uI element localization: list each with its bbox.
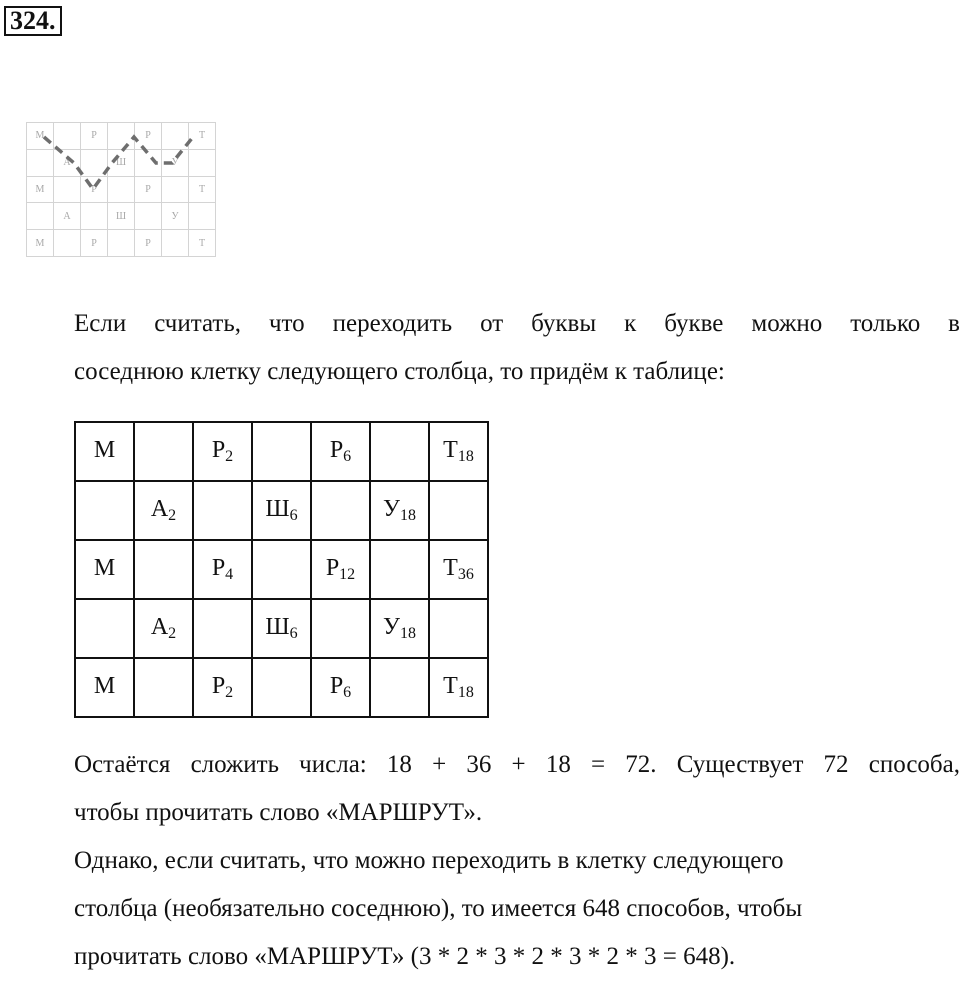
illustration-cell: Ш [108, 203, 135, 230]
path-count-table [74, 421, 489, 718]
table-cell [75, 422, 134, 481]
illustration-cell: У [162, 203, 189, 230]
cell-letter: Р [329, 673, 344, 699]
illustration-cell: Т [189, 176, 216, 203]
intro-line-1: Если считать, что переходить от буквы к букве можно только в [74, 310, 960, 337]
cell-count: 18 [400, 625, 416, 642]
table-cell [193, 599, 252, 658]
table-row [75, 658, 488, 717]
cell-letter: Р [325, 555, 340, 581]
dashed-path-line [26, 122, 216, 257]
table-cell [311, 481, 370, 540]
table-cell [252, 599, 311, 658]
illustration-cell: Р [81, 176, 108, 203]
table-cell [311, 658, 370, 717]
cell-count: 2 [225, 448, 234, 465]
table-cell [134, 658, 193, 717]
conclusion-line-1: Остаётся сложить числа: 18 + 36 + 18 = 72. Существует 72 способа, [74, 751, 960, 778]
table-cell [134, 422, 193, 481]
illustration-cell: Р [81, 230, 108, 257]
cell-count: 2 [168, 507, 177, 524]
table-cell [193, 658, 252, 717]
table-row [75, 599, 488, 658]
table-cell [134, 540, 193, 599]
cell-count: 4 [225, 566, 234, 583]
cell-letter: М [93, 673, 116, 699]
illustration-cell: А [54, 203, 81, 230]
conclusion-line-5: прочитать слово «МАРШРУТ» (3 * 2 * 3 * 2 * 3 * 2 * 3 = 648). [74, 943, 736, 970]
cell-count: 2 [168, 625, 177, 642]
table-cell [429, 422, 488, 481]
table-cell [370, 658, 429, 717]
cell-letter: Т [443, 555, 458, 581]
table-cell [193, 540, 252, 599]
cell-count: 18 [457, 684, 474, 701]
table-cell [252, 481, 311, 540]
illustration-cell: Р [135, 123, 162, 150]
cell-letter: М [93, 555, 116, 581]
illustration-cell: Ш [108, 149, 135, 176]
table-row [75, 540, 488, 599]
cell-letter: А [150, 496, 169, 522]
cell-count: 6 [289, 507, 298, 524]
cell-letter: Т [443, 673, 458, 699]
cell-letter: А [150, 614, 169, 640]
cell-count: 18 [457, 448, 474, 465]
cell-letter: Р [211, 555, 226, 581]
table-cell [252, 422, 311, 481]
table-cell [252, 658, 311, 717]
table-cell [75, 481, 134, 540]
intro-paragraph [74, 300, 960, 396]
illustration-cell: У [162, 149, 189, 176]
cell-count: 6 [343, 448, 352, 465]
table-cell [370, 422, 429, 481]
cell-letter: Р [329, 437, 344, 463]
cell-letter: У [383, 496, 400, 522]
table-cell [311, 599, 370, 658]
table-cell [429, 599, 488, 658]
conclusion-paragraph [74, 741, 960, 981]
table-cell [252, 540, 311, 599]
table-row [75, 422, 488, 481]
cell-letter: Р [211, 437, 226, 463]
table-cell [75, 540, 134, 599]
cell-count: 6 [343, 684, 352, 701]
cell-count: 12 [339, 566, 356, 583]
illustration-cell: М [27, 176, 54, 203]
cell-count: 18 [400, 507, 416, 524]
illustration-cell: Р [135, 176, 162, 203]
table-cell [429, 481, 488, 540]
cell-letter: Т [443, 437, 458, 463]
illustration-cell: Р [81, 123, 108, 150]
table-cell [134, 481, 193, 540]
problem-number: 324. [4, 6, 62, 36]
conclusion-line-3: Однако, если считать, что можно переходить в клетку следующего [74, 847, 784, 874]
table-cell [370, 540, 429, 599]
cell-count: 36 [457, 566, 474, 583]
intro-line-2: соседнюю клетку следующего столбца, то придём к таблице: [74, 358, 725, 385]
conclusion-line-2: чтобы прочитать слово «МАРШРУТ». [74, 799, 483, 826]
cell-letter: У [383, 614, 400, 640]
table-cell [134, 599, 193, 658]
table-cell [193, 422, 252, 481]
illustration-cell: Т [189, 123, 216, 150]
table-cell [370, 599, 429, 658]
cell-letter: Ш [265, 614, 290, 640]
illustration-cell: Р [135, 230, 162, 257]
table-cell [370, 481, 429, 540]
cell-count: 6 [289, 625, 298, 642]
cell-letter: Р [211, 673, 226, 699]
illustration-cell: Т [189, 230, 216, 257]
table-cell [311, 540, 370, 599]
table-cell [193, 481, 252, 540]
cell-letter: М [93, 437, 116, 463]
illustration-cell: М [27, 123, 54, 150]
table-cell [429, 540, 488, 599]
table-cell [75, 658, 134, 717]
path-illustration [26, 122, 216, 257]
table-row [75, 481, 488, 540]
illustration-cell: М [27, 230, 54, 257]
conclusion-line-4: столбца (необязательно соседнюю), то имеется 648 способов, чтобы [74, 895, 803, 922]
cell-letter: Ш [265, 496, 290, 522]
table-cell [311, 422, 370, 481]
illustration-cell: А [54, 149, 81, 176]
table-cell [429, 658, 488, 717]
cell-count: 2 [225, 684, 234, 701]
table-cell [75, 599, 134, 658]
